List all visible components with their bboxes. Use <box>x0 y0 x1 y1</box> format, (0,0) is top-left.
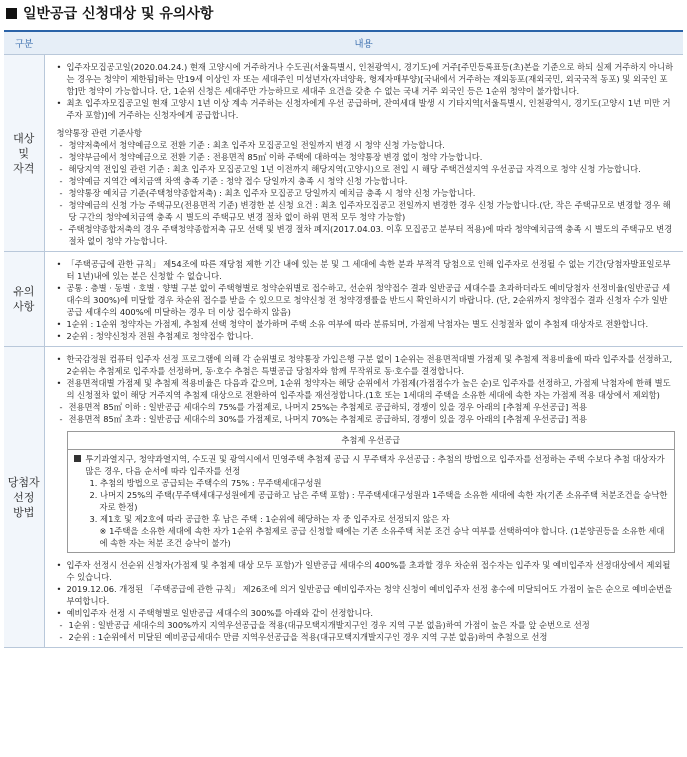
sub-item: - 해당지역 전입일 관련 기준 : 최초 입주자 모집공고일 1년 이전까지 해당지역(고양시)으로 전입 시 해당 주택건설지역 우선공급 자격으로 청약 신청 가능합니다. <box>57 163 676 175</box>
sub-item: - 청약저축에서 청약예금으로 전환 기준 : 최초 입주자 모집공고일 전일까지 변경 시 청약 신청 가능합니다. <box>57 139 676 151</box>
numbered-item: 2. 나머지 25%의 주택(무주택세대구성원에게 공급하고 남은 주택 포함) : 무주택세대구성원과 1주택을 소유한 세대에 속한 자(기존 소유주택 처분조건을 승낙한 자로 한정) <box>89 490 668 512</box>
bullet-paragraph: • 전용면적대별 가점제 및 추첨제 적용비율은 다음과 같으며, 1순위 청약자는 해당 순위에서 가점제(가점점수가 높은 순)로 입주자를 선정하고, 가점제 낙첨자에 한해 별도의 신청절차 없이 해당 거주지역 추첨제 대상으로 전환하여 입주자를 재선정합니다.(1호 또는 1세대의 주택을 소유한 세대에 속한 자는 가점제 적용 대상에서 제외함) <box>57 377 676 401</box>
bullet-paragraph: • 최초 입주자모집공고일 현재 고양시 1년 이상 계속 거주하는 신청자에게 우선 공급하며, 잔여세대 발생 시 기타지역[서울특별시, 인천광역시, 경기도(고양시 1년 미만 거주자 포함)]에 거주하는 신청자에게 공급합니다. <box>57 97 676 121</box>
square-bullet-icon <box>6 8 17 19</box>
sub-item: - 2순위 : 1순위에서 미달된 예비공급세대수 만큼 지역우선공급을 적용(대규모택지개발지구인 경우 지역 구분 없음)하여 추첨으로 선정 <box>57 631 676 643</box>
text-line: 청약통장 관련 기준사항 <box>56 128 142 138</box>
bullet-paragraph: • 2019.12.06. 개정된 「주택공급에 관한 규칙」 제26조에 의거 일반공급 예비입주자는 청약 신청이 예비입주자 선정 총수에 미달되어도 가점이 높은 순으로 예비순번을 부여합니다. <box>57 583 676 607</box>
priority-box <box>67 449 676 553</box>
sub-item: - 전용면적 85㎡ 이하 : 일반공급 세대수의 75%를 가점제로, 나머지 25%는 추첨제로 공급하되, 경쟁이 있을 경우 아래의 [추첨제 우선공급] 적용 <box>57 401 676 413</box>
category-line: 사항 <box>13 300 35 313</box>
sub-item: - 전용면적 85㎡ 초과 : 일반공급 세대수의 30%를 가점제로, 나머지 70%는 추첨제로 공급하되, 경쟁이 있을 경우 아래의 [추첨제 우선공급] 적용 <box>57 413 676 425</box>
category-line: 대상 <box>13 131 35 145</box>
category-cell <box>4 252 44 347</box>
bullet-paragraph: • 한국감정원 컴퓨터 입주자 선정 프로그램에 의해 각 순위별로 청약통장 가입은행 구분 없이 1순위는 전용면적대별 가점제 및 추첨제 적용비율에 따라 입주자를 선정하고, 2순위는 추첨제로 입주자를 선정하며, 동·호수 추첨은 특별공급 당첨자와 함께 무작위로 동·호수를 결정합니다. <box>57 353 676 377</box>
sub-item: - 청약통장 예치금 기준(주택청약종합저축) : 최초 입주자 모집공고 당일까지 예치금 충족 시 청약 신청 가능합니다. <box>57 187 676 199</box>
category-line: 유의 <box>13 285 35 298</box>
priority-box-lead: 투기과열지구, 청약과열지역, 수도권 및 광역시에서 민영주택 추첨제 공급 시 무주택자 우선공급 : 추첨의 방법으로 입주자를 선정하는 주택 수보다 추첨 대상자가 많은 경우, 다음 순서에 따라 입주자를 선정 <box>74 453 669 477</box>
section-eligibility <box>4 55 683 252</box>
bullet-paragraph: • 예비입주자 선정 시 주택형별로 일반공급 세대수의 300%를 아래와 같이 선정합니다. <box>57 607 676 619</box>
bullet-paragraph: • 1순위 : 1순위 청약자는 가점제, 추첨제 선택 청약이 불가하며 주택 소유 여부에 따라 분류되며, 가점제 낙첨자는 별도 신청절차 없이 추첨제 대상자로 전환합니다. <box>57 318 676 330</box>
bullet-paragraph: • 입주자모집공고일(2020.04.24.) 현재 고양시에 거주하거나 수도권(서울특별시, 인천광역시, 경기도)에 거주[주민등록표등(초)본을 기준으로 하되 실제 거주하지 아니하는 경우는 청약이 제한됨]하는 만19세 이상인 자 또는 세대주인 미성년자(자녀양육, 형제자매부양)[국내에서 거주하는 재외동포(재외국민, 외국국적 동포) 및 외국인 포함]만 청약이 가능합니다. 단, 1순위 신청은 세대주만 가능하므로 세대주 요건을 갖춘 수 없는 국내 거주 외국인 등은 1순위 청약이 불가합니다. <box>57 61 676 97</box>
sub-item: - 청약부금에서 청약예금으로 전환 기준 : 전용면적 85㎡ 이하 주택에 대하여는 청약통장 변경 없이 청약 가능합니다. <box>57 151 676 163</box>
table-header-row <box>4 31 683 55</box>
bullet-paragraph: • 2순위 : 청약신청자 전원 추첨제로 청약접수 합니다. <box>57 330 676 342</box>
header-content: 내용 <box>44 31 683 55</box>
numbered-item: 1. 추첨의 방법으로 공급되는 주택수의 75% : 무주택세대구성원 <box>89 478 322 488</box>
bullet-paragraph: • 「주택공급에 관한 규칙」 제54조에 따른 재당첨 제한 기간 내에 있는 분 및 그 세대에 속한 분과 부적격 당첨으로 인해 입주자로 선정될 수 없는 기간(당첨자발표일로부터 1년)내에 있는 분은 신청할 수 없습니다. <box>57 258 676 282</box>
sub-item: - 주택청약종합저축의 경우 주택청약종합저축 규모 선택 및 변경 절차 폐지(2017.04.03. 이후 모집공고 분부터 적용)에 따라 청약예치금액 충족 시 별도의 주택규모 변경 절차 없이 청약 가능합니다. <box>57 223 676 247</box>
header-category: 구분 <box>4 31 44 55</box>
bullet-paragraph: • 공통 : 층별 · 동별 · 호별 · 향별 구분 없이 주택형별로 청약순위별로 접수하고, 선순위 청약접수 결과 일반공급 세대수를 초과하더라도 예비당첨자 선정비율(일반공급 세대수의 300%)에 미달할 경우 차순위 접수를 받을 수 있으므로 청약신청 전 청약경쟁률을 반드시 확인하시기 바랍니다. (단, 2순위까지 청약접수 결과 신청자 수가 일반공급 세대수의 400%에 미달하는 경우 더 이상 접수하지 않음) <box>57 282 676 318</box>
category-cell <box>4 55 44 252</box>
priority-box-header: 추첨제 우선공급 <box>67 431 676 449</box>
category-line: 방법 <box>13 505 35 519</box>
content-cell <box>44 252 683 347</box>
sub-item: - 청약예금의 신청 가능 주택규모(전용면적 기준) 변경한 분 신청 요건 : 최초 입주자모집공고 전일까지 변경한 경우 신청 가능합니다.(단, 작은 주택규모로 변경할 경우 해당 구간의 청약예치금액 충족 시 별도의 주택규모 변경 절차 없이 하위 면적 모두 청약 가능함) <box>57 199 676 223</box>
sub-item: - 청약예금 지역간 예치금액 차액 충족 기준 : 청약 접수 당일까지 충족 시 청약 신청 가능합니다. <box>57 175 676 187</box>
page-title <box>6 2 213 24</box>
category-line: 당첨자 <box>7 475 40 489</box>
content-cell <box>44 55 683 252</box>
category-line: 자격 <box>13 161 35 175</box>
note-item: ※ 1주택을 소유한 세대에 속한 자가 1순위 추첨제로 공급 신청할 때에는 기존 소유주택 처분 조건 승낙 여부를 선택하여야 합니다. (1분양권등을 소유한 세대에 속한 자는 처분 조건 승낙이 불가) <box>99 526 665 548</box>
section-selection-method <box>4 347 683 648</box>
category-line: 및 <box>18 146 30 160</box>
section-notes <box>4 252 683 347</box>
category-cell <box>4 347 44 648</box>
content-cell <box>44 347 683 648</box>
sub-item: - 1순위 : 일반공급 세대수의 300%까지 지역우선공급을 적용(대규모택지개발지구인 경우 지역 구분 없음)하여 가점이 높은 자를 앞 순번으로 선정 <box>57 619 676 631</box>
category-line: 선정 <box>13 490 35 504</box>
numbered-item: 3. 제1호 및 제2호에 따라 공급한 후 남은 주택 : 1순위에 해당하는 자 중 입주자로 선정되지 않은 자 <box>89 514 450 524</box>
page-title-text: 일반공급 신청대상 및 유의사항 <box>23 6 214 22</box>
bullet-paragraph: • 입주자 선정시 선순위 신청자(가점제 및 추첨제 대상 모두 포함)가 일반공급 세대수의 400%를 초과할 경우 차순위 접수자는 입주자 및 예비입주자 선정대상에서 제외될 수 있습니다. <box>57 559 676 583</box>
eligibility-table <box>4 30 683 648</box>
